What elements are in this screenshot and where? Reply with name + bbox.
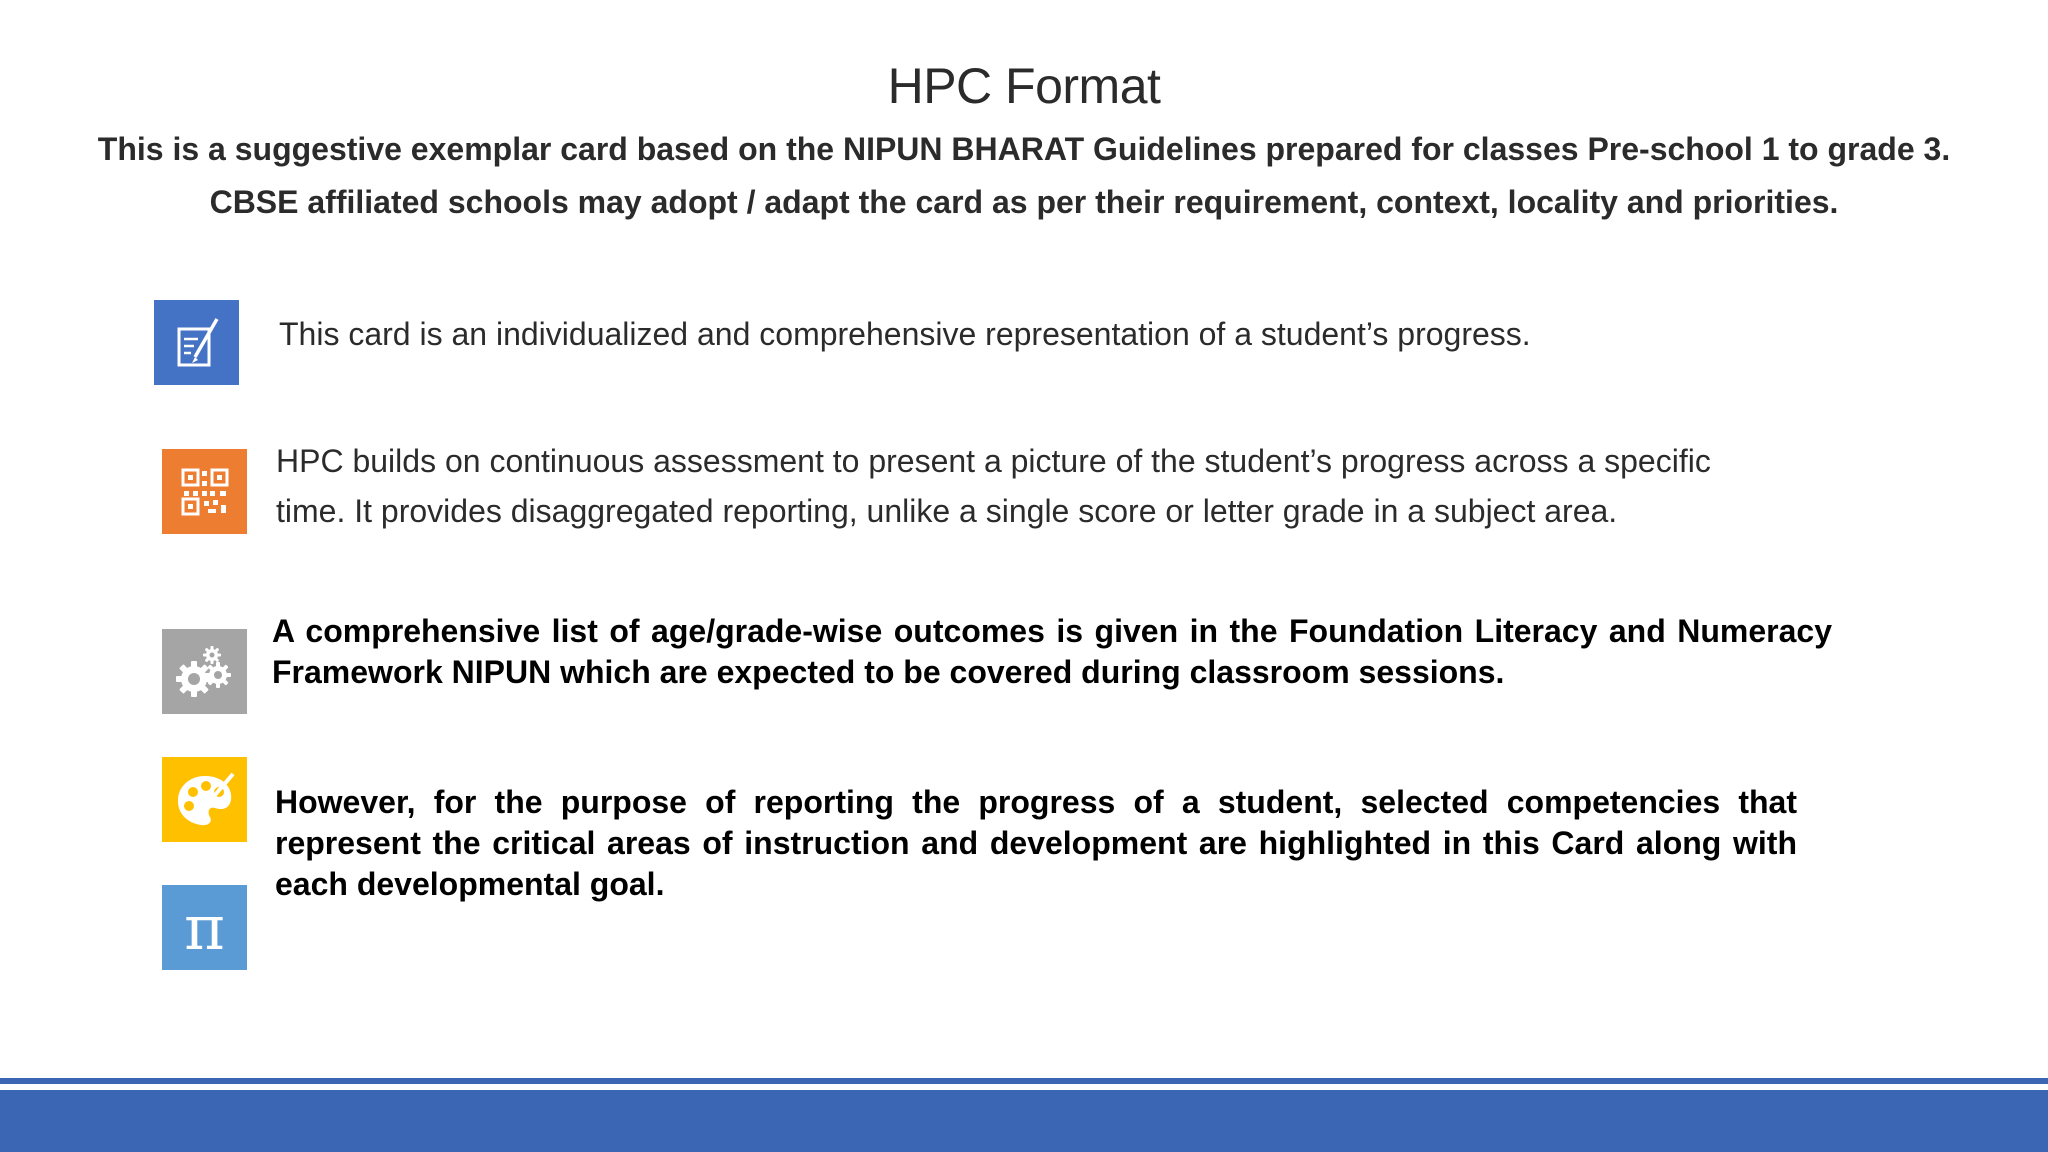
subtitle-line-2: CBSE affiliated schools may adopt / adapt the card as per their requirement, context, locality and priorities. xyxy=(209,184,1839,220)
footer-divider xyxy=(0,1078,2048,1084)
paint-palette-icon xyxy=(162,757,247,842)
footer-band xyxy=(0,1090,2048,1152)
gears-icon xyxy=(162,629,247,714)
point-2-text-line-1: HPC builds on continuous assessment to present a picture of the student’s progress across a specific xyxy=(276,443,1711,479)
pi-icon xyxy=(162,885,247,970)
point-4-text: However, for the purpose of reporting the progress of a student, selected competencies that represent the critical areas of instruction and development are highlighted in this Card along with each developmental goal. xyxy=(275,784,1797,902)
point-2-text-line-2: time. It provides disaggregated reporting, unlike a single score or letter grade in a subject area. xyxy=(276,493,1618,529)
page-title: HPC Format xyxy=(887,58,1161,114)
point-1-text: This card is an individualized and comprehensive representation of a student’s progress. xyxy=(279,316,1531,352)
point-3-text: A comprehensive list of age/grade-wise outcomes is given in the Foundation Literacy and Numeracy Framework NIPUN which are expected to be covered during classroom sessions. xyxy=(272,613,1832,690)
notepad-pen-icon xyxy=(154,300,239,385)
qr-code-icon xyxy=(162,449,247,534)
subtitle-line-1: This is a suggestive exemplar card based on the NIPUN BHARAT Guidelines prepared for classes Pre-school 1 to grade 3. xyxy=(97,131,1951,167)
pi-symbol: π xyxy=(184,890,225,964)
